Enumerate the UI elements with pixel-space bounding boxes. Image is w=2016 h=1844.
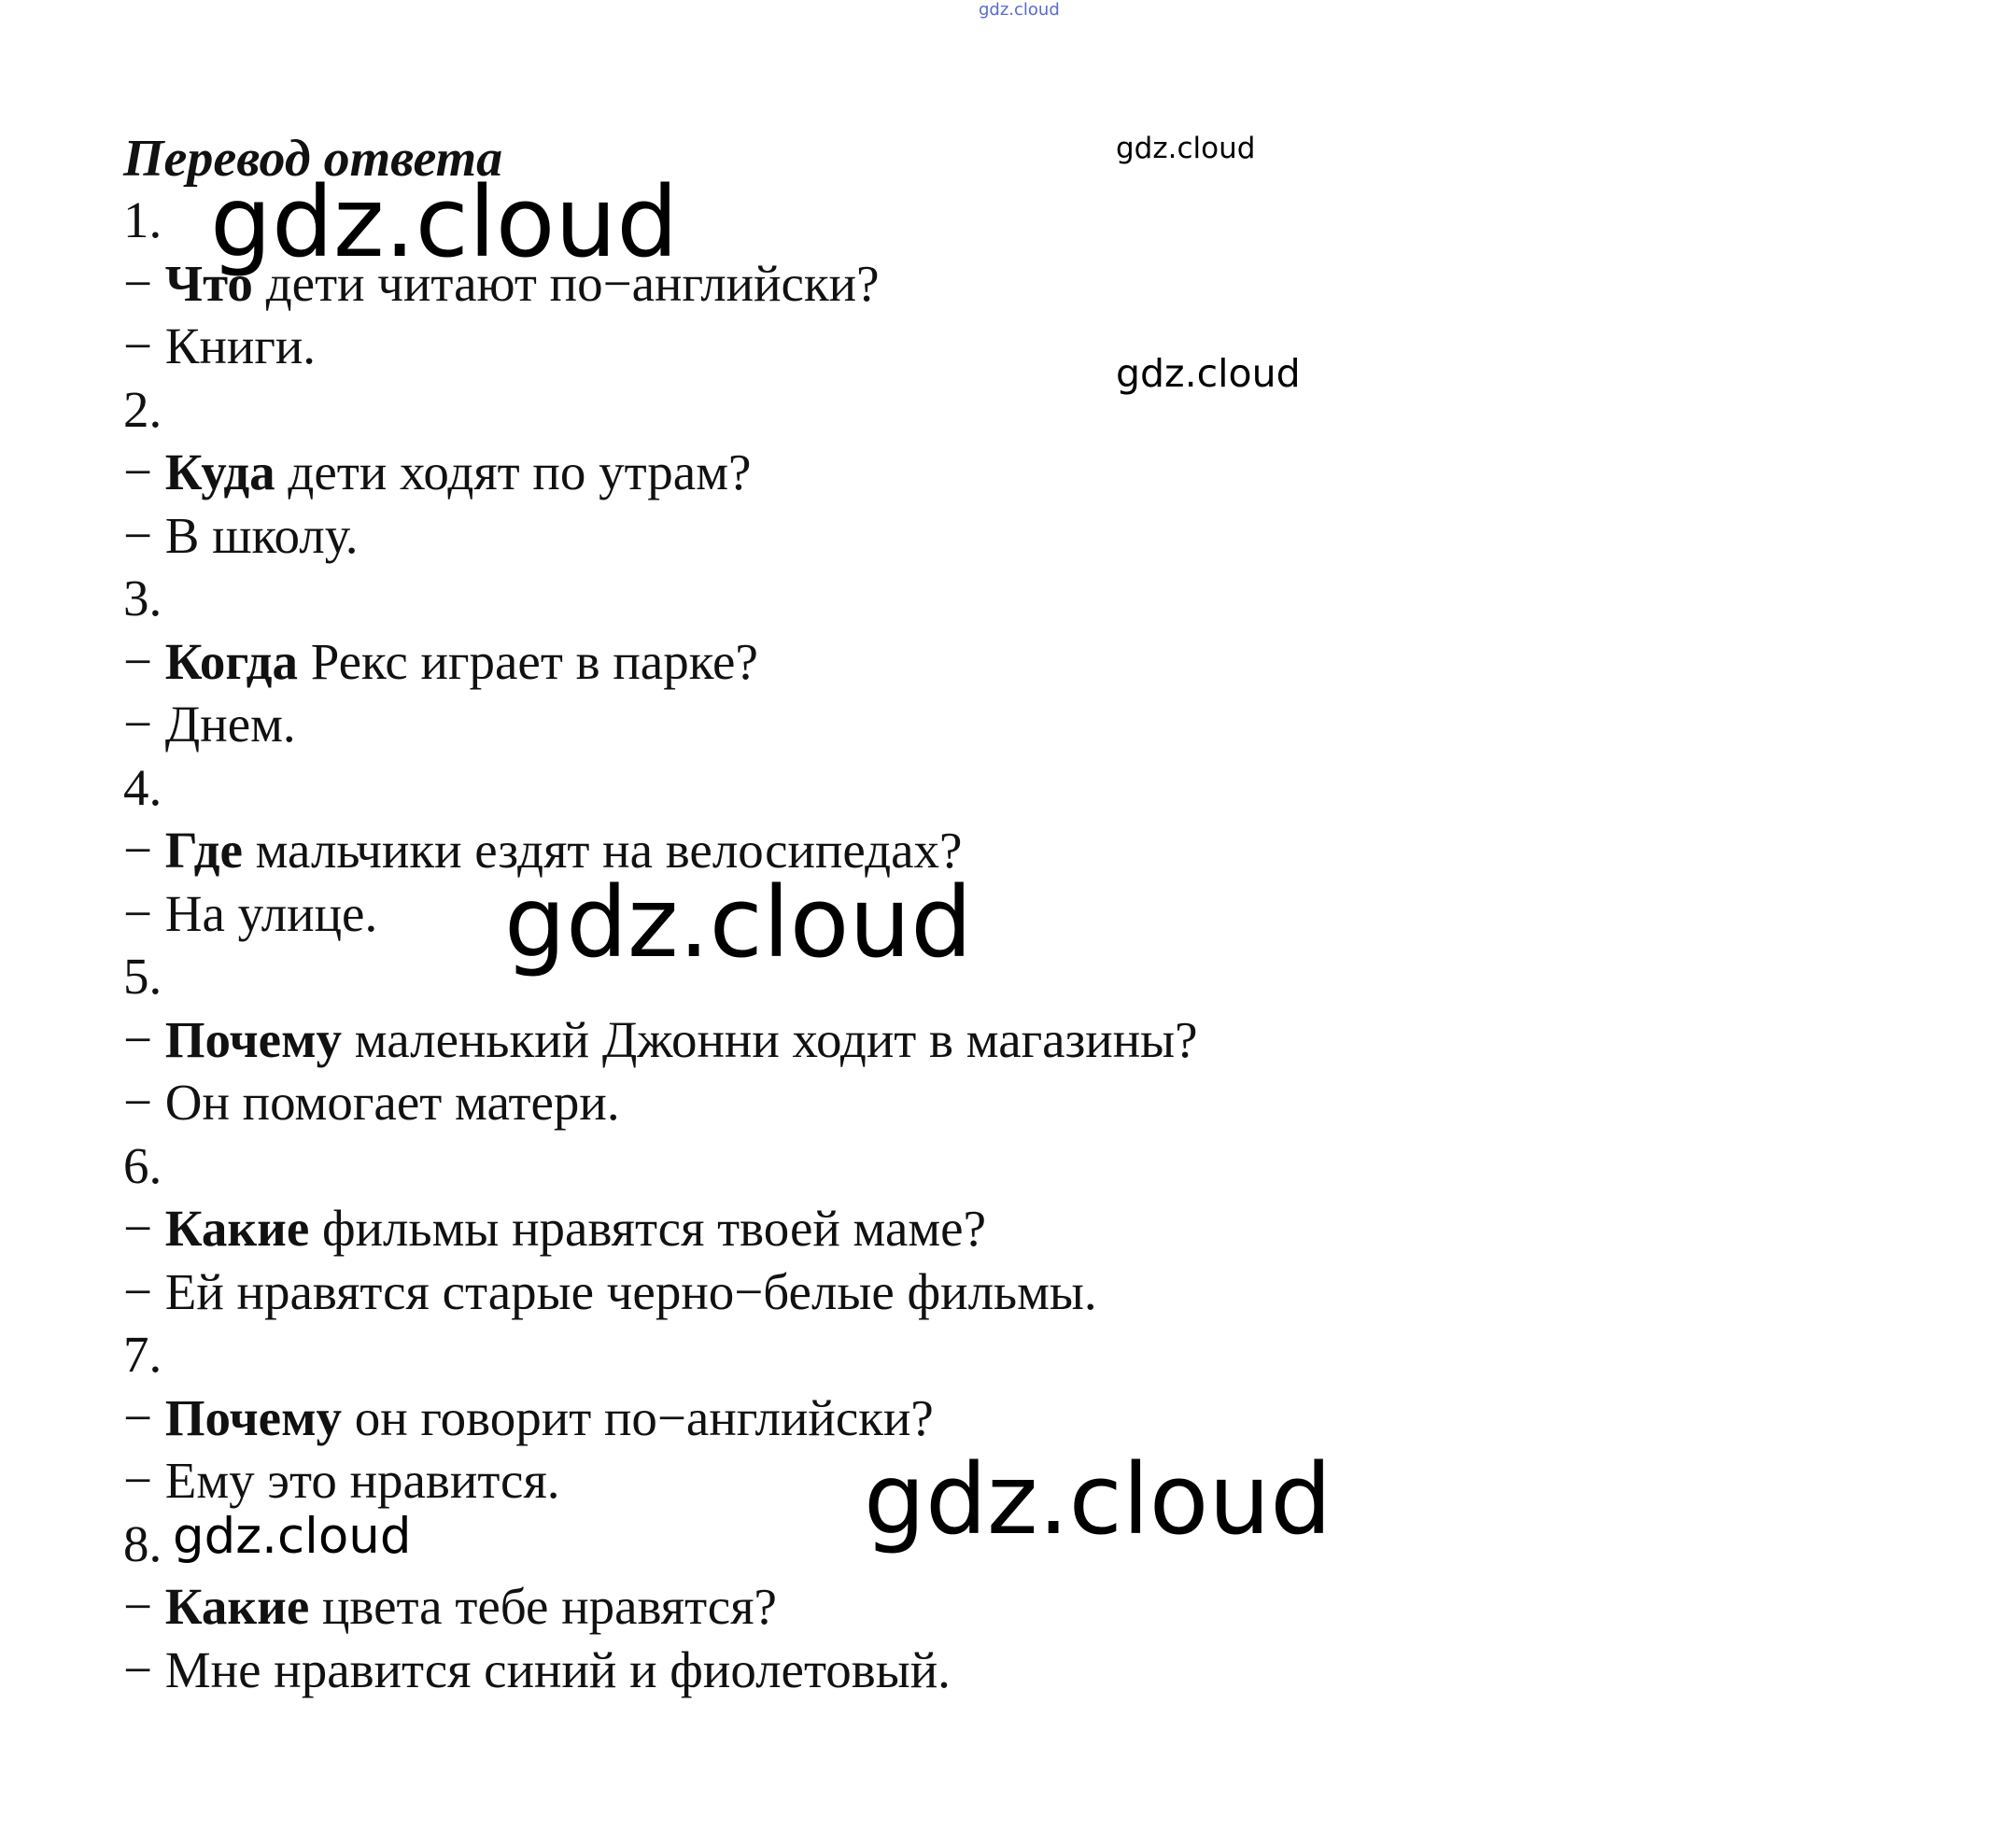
- question: [123, 630, 1198, 694]
- question-keyword: Куда: [164, 443, 275, 500]
- item-number: 4.: [123, 758, 162, 816]
- answer: − На улице.: [123, 884, 378, 942]
- watermark-large: gdz.cloud: [210, 165, 679, 279]
- question: [123, 441, 1198, 504]
- answer: − Книги.: [123, 317, 317, 374]
- item-number: 2.: [123, 380, 162, 438]
- question-keyword: Почему: [164, 1010, 343, 1068]
- dash: −: [123, 1578, 165, 1635]
- answer: − Он помогает матери.: [123, 1074, 620, 1131]
- question-text: мальчики ездят на велосипедах?: [242, 822, 963, 879]
- answer: − В школу.: [123, 506, 359, 564]
- item-number: 8.: [123, 1514, 162, 1572]
- watermark-large: gdz.cloud: [864, 1443, 1332, 1556]
- item-number: 3.: [123, 570, 162, 626]
- item-number: 6.: [123, 1136, 162, 1194]
- watermark-small: gdz.cloud: [1116, 132, 1256, 165]
- dash: −: [123, 1200, 165, 1257]
- question-keyword: Почему: [164, 1388, 343, 1446]
- page-heading: Перевод ответа: [123, 130, 503, 188]
- question: [123, 1575, 1198, 1639]
- question-keyword: Какие: [164, 1578, 310, 1635]
- question-text: маленький Джонни ходит в магазины?: [342, 1010, 1198, 1068]
- question-text: Рекс играет в парке?: [297, 632, 758, 690]
- dash: −: [123, 822, 165, 879]
- question: [123, 1008, 1198, 1072]
- answer: − Мне нравится синий и фиолетовый.: [123, 1640, 951, 1698]
- question: [123, 1387, 1198, 1450]
- question-keyword: Какие: [164, 1200, 310, 1257]
- question-keyword: Когда: [164, 632, 298, 690]
- watermark-medium: gdz.cloud: [1116, 351, 1301, 396]
- item-number: 7.: [123, 1326, 162, 1383]
- question-text: дети ходят по утрам?: [275, 443, 752, 500]
- watermark-medium: gdz.cloud: [173, 1508, 412, 1565]
- dash: −: [123, 443, 165, 500]
- item-number: 5.: [123, 948, 162, 1005]
- dash: −: [123, 254, 165, 312]
- question-text: он говорит по−английски?: [342, 1388, 934, 1446]
- question-keyword: Где: [164, 822, 243, 879]
- question-text: дети читают по−английски?: [252, 254, 880, 312]
- question: [123, 1197, 1198, 1260]
- question-text: цвета тебе нравятся?: [309, 1578, 777, 1635]
- question-text: фильмы нравятся твоей маме?: [309, 1200, 987, 1257]
- watermark-large: gdz.cloud: [504, 866, 973, 979]
- dash: −: [123, 632, 165, 690]
- answer: − Днем.: [123, 696, 296, 753]
- question-keyword: Что: [164, 254, 253, 312]
- watermark-top: gdz.cloud: [979, 0, 1060, 20]
- dash: −: [123, 1010, 165, 1068]
- answer: − Ему это нравится.: [123, 1452, 560, 1509]
- dash: −: [123, 1388, 165, 1446]
- answer: − Ей нравятся старые черно−белые фильмы.: [123, 1262, 1097, 1320]
- item-number: 1.: [123, 191, 162, 248]
